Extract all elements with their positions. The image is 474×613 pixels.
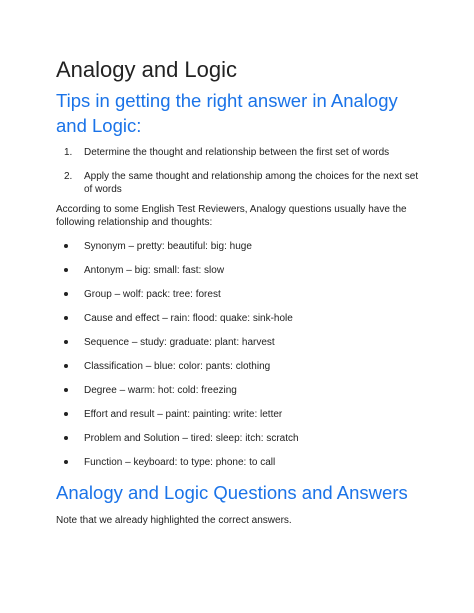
list-item bbox=[56, 240, 426, 253]
list-item-text: Antonym – big: small: fast: slow bbox=[84, 265, 225, 276]
bullet-icon bbox=[64, 436, 68, 440]
intro-paragraph: According to some English Test Reviewers, Analogy questions usually have the following relationship and thoughts: bbox=[56, 204, 407, 228]
list-item bbox=[56, 288, 426, 301]
qa-heading: Analogy and Logic Questions and Answers bbox=[56, 482, 408, 503]
bullet-icon bbox=[64, 364, 68, 368]
list-item-text: Synonym – pretty: beautiful: big: huge bbox=[84, 241, 252, 252]
document-title: Analogy and Logic bbox=[56, 57, 238, 82]
list-number: 1. bbox=[64, 147, 73, 158]
list-item-text: Apply the same thought and relationship among the choices for the next set of words bbox=[84, 171, 419, 195]
list-item bbox=[56, 384, 426, 397]
bullet-icon bbox=[64, 244, 68, 248]
bullet-icon bbox=[64, 340, 68, 344]
list-item-text: Classification – blue: color: pants: clothing bbox=[84, 361, 271, 372]
relationship-list bbox=[56, 240, 426, 480]
list-item bbox=[56, 456, 426, 469]
bullet-icon bbox=[64, 460, 68, 464]
bullet-icon bbox=[64, 292, 68, 296]
bullet-icon bbox=[64, 268, 68, 272]
list-item bbox=[56, 360, 426, 373]
list-item bbox=[56, 432, 426, 445]
list-item-text: Function – keyboard: to type: phone: to call bbox=[84, 457, 276, 468]
list-item-text: Effort and result – paint: painting: write: letter bbox=[84, 409, 283, 420]
list-item-text: Sequence – study: graduate: plant: harvest bbox=[84, 337, 275, 348]
list-item-text: Problem and Solution – tired: sleep: itch: scratch bbox=[84, 433, 299, 444]
list-item-text: Cause and effect – rain: flood: quake: sink-hole bbox=[84, 313, 293, 324]
list-item-text: Determine the thought and relationship between the first set of words bbox=[84, 147, 390, 158]
bullet-icon bbox=[64, 412, 68, 416]
bullet-icon bbox=[64, 316, 68, 320]
list-item bbox=[56, 312, 426, 325]
list-item bbox=[56, 170, 426, 196]
list-item-text: Degree – warm: hot: cold: freezing bbox=[84, 385, 237, 396]
steps-list bbox=[56, 146, 426, 207]
list-item bbox=[56, 264, 426, 277]
list-item bbox=[56, 408, 426, 421]
list-item bbox=[56, 336, 426, 349]
note-paragraph: Note that we already highlighted the correct answers. bbox=[56, 515, 292, 526]
bullet-icon bbox=[64, 388, 68, 392]
list-item bbox=[56, 146, 426, 159]
tips-heading: Tips in getting the right answer in Analogy and Logic: bbox=[56, 90, 398, 136]
list-item-text: Group – wolf: pack: tree: forest bbox=[84, 289, 221, 300]
list-number: 2. bbox=[64, 171, 73, 182]
